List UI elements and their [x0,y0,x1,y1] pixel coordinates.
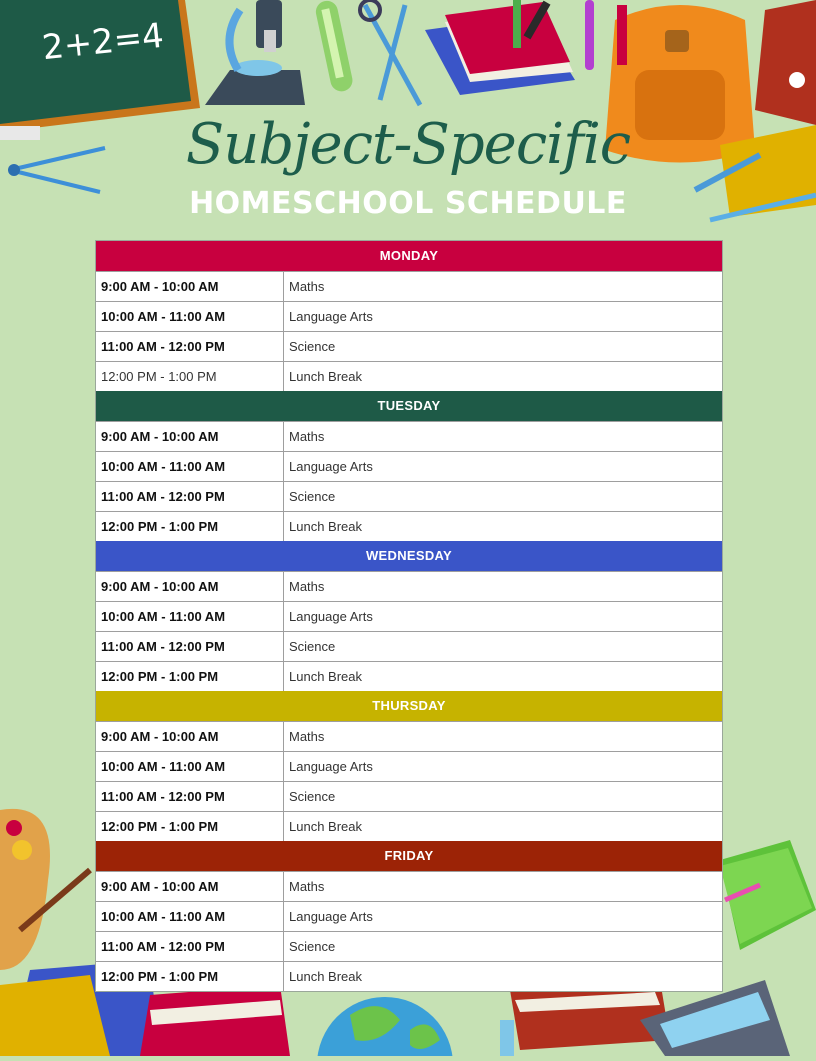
time-cell: 12:00 PM - 1:00 PM [96,512,284,541]
time-cell: 9:00 AM - 10:00 AM [96,722,284,751]
day-section-thursday [96,691,722,841]
day-header-thursday: THURSDAY [96,691,722,721]
day-section-wednesday [96,541,722,691]
day-section-tuesday [96,391,722,541]
subject-cell: Maths [289,579,325,594]
table-row [96,811,722,841]
time-cell: 11:00 AM - 12:00 PM [96,332,284,361]
subject-cell: Lunch Break [289,669,362,684]
books-icon [425,0,605,100]
schedule-table [95,240,723,992]
subject-cell: Science [289,789,336,804]
subject-cell: Language Arts [289,459,373,474]
time-cell: 11:00 AM - 12:00 PM [96,482,284,511]
subject-cell: Lunch Break [289,369,362,384]
subject-cell: Language Arts [289,609,373,624]
table-row [96,601,722,631]
time-cell: 9:00 AM - 10:00 AM [96,872,284,901]
time-cell: 12:00 PM - 1:00 PM [96,662,284,691]
table-row [96,901,722,931]
time-cell: 12:00 PM - 1:00 PM [96,962,284,991]
table-row [96,631,722,661]
table-row [96,751,722,781]
time-cell: 10:00 AM - 11:00 AM [96,752,284,781]
table-row [96,871,722,901]
chalkboard-text: 2+2=4 [40,15,166,69]
day-section-friday [96,841,722,991]
subject-cell: Language Arts [289,759,373,774]
subject-cell: Maths [289,879,325,894]
table-row [96,301,722,331]
time-cell: 9:00 AM - 10:00 AM [96,422,284,451]
subject-cell: Science [289,639,336,654]
table-row [96,271,722,301]
subject-cell: Lunch Break [289,969,362,984]
day-header-friday: FRIDAY [96,841,722,871]
day-header-monday: MONDAY [96,241,722,271]
time-cell: 9:00 AM - 10:00 AM [96,572,284,601]
book-icon [755,0,816,130]
scissors-icon [350,0,430,110]
table-row [96,961,722,991]
page-title: HOMESCHOOL SCHEDULE [189,186,627,221]
time-cell: 10:00 AM - 11:00 AM [96,602,284,631]
table-row [96,571,722,601]
table-row [96,931,722,961]
time-cell: 12:00 PM - 1:00 PM [96,812,284,841]
subject-cell: Science [289,339,336,354]
table-row [96,511,722,541]
day-section-monday [96,241,722,391]
time-cell: 10:00 AM - 11:00 AM [96,902,284,931]
subject-cell: Language Arts [289,309,373,324]
palette-icon [0,800,100,980]
time-cell: 10:00 AM - 11:00 AM [96,452,284,481]
time-cell: 12:00 PM - 1:00 PM [96,362,284,391]
day-header-tuesday: TUESDAY [96,391,722,421]
time-cell: 9:00 AM - 10:00 AM [96,272,284,301]
table-row [96,421,722,451]
table-row [96,361,722,391]
table-row [96,451,722,481]
table-row [96,331,722,361]
subject-cell: Language Arts [289,909,373,924]
time-cell: 11:00 AM - 12:00 PM [96,782,284,811]
subject-cell: Maths [289,279,325,294]
table-row [96,721,722,751]
day-header-wednesday: WEDNESDAY [96,541,722,571]
subject-cell: Science [289,939,336,954]
subject-cell: Lunch Break [289,519,362,534]
subject-cell: Maths [289,729,325,744]
table-row [96,481,722,511]
subject-cell: Science [289,489,336,504]
table-row [96,661,722,691]
time-cell: 10:00 AM - 11:00 AM [96,302,284,331]
page-subtitle-script: Subject-Specific [185,112,631,177]
table-row [96,781,722,811]
globe-icon [310,985,460,1056]
time-cell: 11:00 AM - 12:00 PM [96,932,284,961]
microscope-icon [200,0,310,110]
time-cell: 11:00 AM - 12:00 PM [96,632,284,661]
subject-cell: Maths [289,429,325,444]
green-book-icon [720,840,816,960]
subject-cell: Lunch Break [289,819,362,834]
